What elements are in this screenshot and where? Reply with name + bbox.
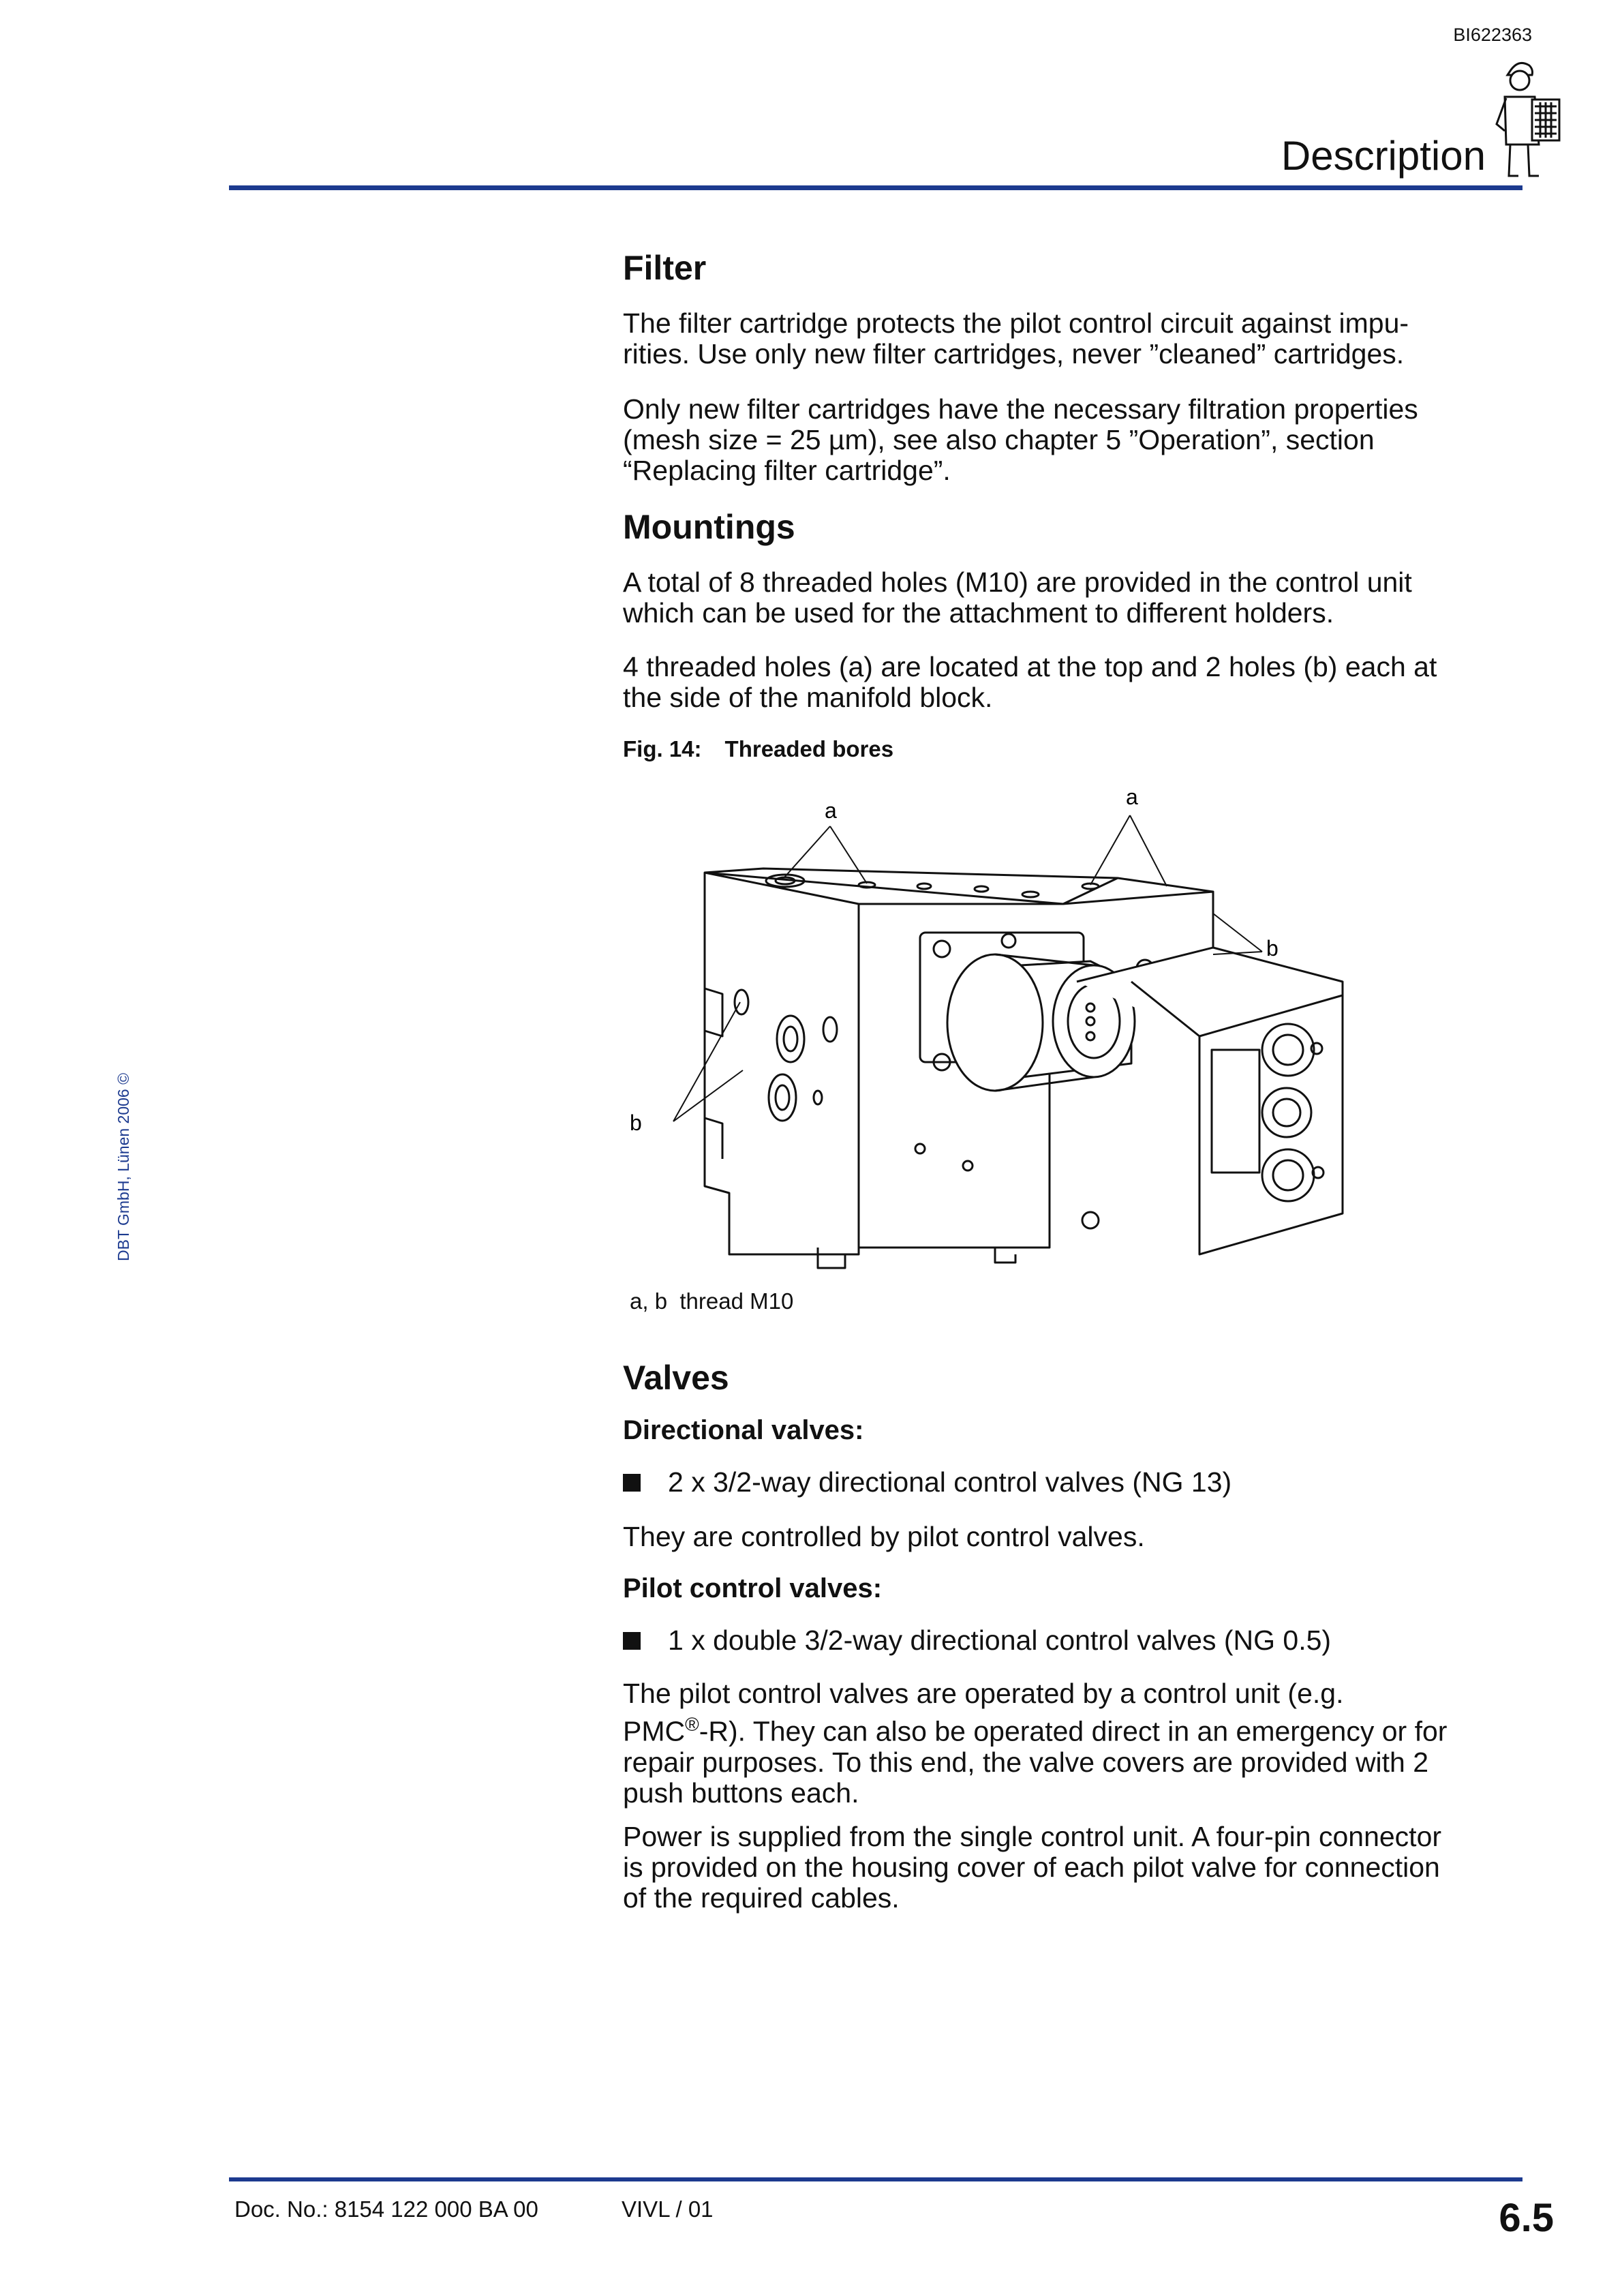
figure-legend xyxy=(630,1288,793,1314)
directional-valves-heading xyxy=(623,1415,1522,1446)
figure-number: Fig. 14: xyxy=(623,736,702,761)
sidebar-copyright: DBT GmbH, Lünen 2006 © xyxy=(114,1072,132,1261)
valves-heading: Valves xyxy=(623,1359,729,1397)
pilot-p1-line4: push buttons each. xyxy=(623,1777,859,1809)
footer-doc-number: Doc. No.: 8154 122 000 BA 00 xyxy=(234,2196,538,2222)
figure-legend-key: a, b xyxy=(630,1288,668,1314)
mountings-p2-line2: the side of the manifold block. xyxy=(623,682,993,713)
valves-section xyxy=(623,1358,1522,1398)
page-number: 6.5 xyxy=(1499,2196,1554,2240)
document-id: BI622363 xyxy=(1453,25,1532,45)
header-rule xyxy=(229,185,1522,190)
figure-caption-text: Threaded bores xyxy=(724,736,894,761)
directional-valves-bullet xyxy=(623,1467,1522,1498)
mountings-p1-line1: A total of 8 threaded holes (M10) are provided in the control unit xyxy=(623,567,1412,598)
pilot-valves-bullet xyxy=(623,1625,1522,1656)
filter-heading: Filter xyxy=(623,249,707,287)
pilot-bullet-text: 1 x double 3/2-way directional control valves (NG 0.5) xyxy=(668,1625,1332,1656)
filter-p2-line1: Only new filter cartridges have the necessary filtration properties xyxy=(623,393,1418,425)
pilot-control-valves-title: Pilot control valves: xyxy=(623,1573,883,1603)
filter-paragraph-2 xyxy=(623,394,1522,486)
footer-version: VIVL / 01 xyxy=(622,2196,714,2222)
filter-paragraph-1 xyxy=(623,308,1522,369)
figure-label-a-left: a xyxy=(825,798,837,823)
power-p-line1: Power is supplied from the single control unit. A four-pin connector xyxy=(623,1821,1442,1852)
figure-label-a-right: a xyxy=(1126,785,1138,809)
pilot-p1-line2 xyxy=(623,1709,1522,1747)
registered-mark: ® xyxy=(685,1714,699,1735)
power-paragraph xyxy=(623,1822,1522,1914)
directional-note-text: They are controlled by pilot control valves. xyxy=(623,1521,1145,1552)
directional-bullet-text: 2 x 3/2-way directional control valves (NG 13) xyxy=(668,1466,1232,1498)
filter-p1-line2: rities. Use only new filter cartridges, never ”cleaned” cartridges. xyxy=(623,338,1405,369)
pilot-control-valves-heading xyxy=(623,1573,1522,1604)
threaded-bores-figure xyxy=(613,777,1363,1282)
footer-rule xyxy=(229,2177,1522,2181)
power-p-line2: is provided on the housing cover of each pilot valve for connection xyxy=(623,1852,1440,1883)
directional-note xyxy=(623,1522,1522,1552)
pilot-paragraph-1 xyxy=(623,1678,1522,1809)
mountings-heading: Mountings xyxy=(623,508,795,546)
filter-p2-line3: “Replacing filter cartridge”. xyxy=(623,455,951,486)
pilot-p1-line1: The pilot control valves are operated by a control unit (e.g. xyxy=(623,1678,1344,1709)
mountings-paragraph-1 xyxy=(623,567,1522,629)
bullet-square-icon xyxy=(623,1474,641,1492)
filter-p2-line2: (mesh size = 25 µm), see also chapter 5 ”Operation”, section xyxy=(623,424,1375,455)
figure-caption xyxy=(623,736,1522,762)
pilot-p1-line3: repair purposes. To this end, the valve covers are provided with 2 xyxy=(623,1746,1429,1778)
pmc-text: PMC xyxy=(623,1715,686,1747)
figure-label-b-right: b xyxy=(1266,936,1279,961)
mountings-p2-line1: 4 threaded holes (a) are located at the top and 2 holes (b) each at xyxy=(623,651,1437,682)
bullet-square-icon xyxy=(623,1632,641,1650)
filter-p1-line1: The filter cartridge protects the pilot control circuit against impu- xyxy=(623,307,1409,339)
mountings-p1-line2: which can be used for the attachment to different holders. xyxy=(623,597,1334,629)
power-p-line3: of the required cables. xyxy=(623,1882,900,1914)
figure-label-b-left: b xyxy=(630,1111,642,1135)
figure-legend-text: thread M10 xyxy=(679,1288,794,1314)
page-header-title: Description xyxy=(1281,133,1486,179)
technician-icon xyxy=(1491,56,1570,180)
pilot-p1-line2-rest: -R). They can also be operated direct in an emergency or for xyxy=(699,1715,1448,1747)
mountings-paragraph-2 xyxy=(623,652,1522,713)
mountings-section xyxy=(623,507,1522,547)
filter-section xyxy=(623,248,1522,288)
directional-valves-title: Directional valves: xyxy=(623,1415,864,1445)
